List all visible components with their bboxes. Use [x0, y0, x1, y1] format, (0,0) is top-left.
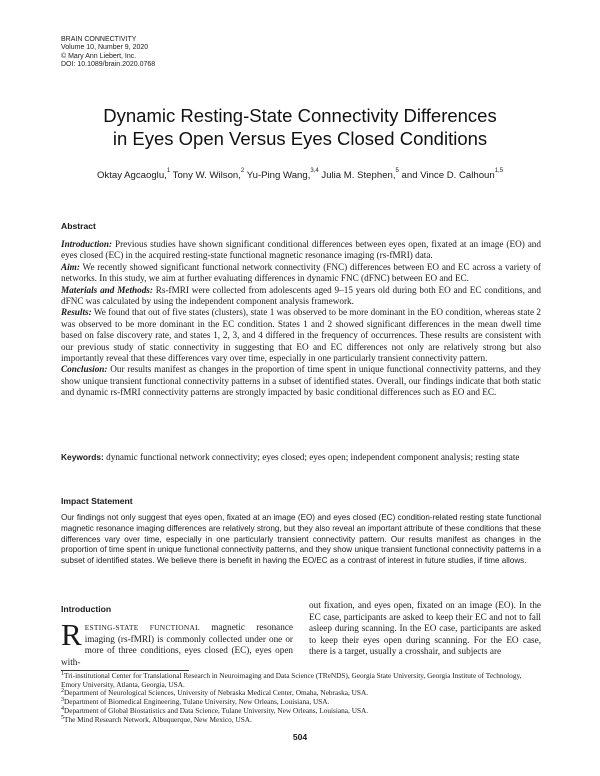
affiliation-footnotes [61, 672, 541, 724]
author-name: Julia M. Stephen, [318, 170, 396, 181]
introduction-column-right: out fixation, and eyes open, fixated on an image (EO). In the EC case, participants are asked to keep their EC and not to fall asleep during scanning. In the EO case, participants are asked to keep their eyes open during scanning. For the EO case, there is a target, usually a crosshair, and subjects are [309, 600, 541, 656]
abstract-label: Conclusion: [61, 364, 108, 375]
author-affiliation: 3,4 [310, 168, 319, 174]
small-caps-lead: ESTING-STATE FUNCTIONAL [84, 623, 200, 632]
author-name: Oktay Agcaoglu, [96, 170, 167, 181]
footnote [61, 672, 541, 689]
abstract-text: Rs-fMRI were collected from adolescents aged 9–15 years old during both EO and EC conditions, and dFNC was calculated by using the independent component analysis framework. [61, 284, 541, 307]
author-list [60, 170, 540, 181]
footnote [61, 716, 541, 725]
abstract-text: We recently showed significant functional network connectivity (FNC) differences between EO and EC across a variety of networks. In this study, we aim at further evaluating differences in dynamic FNC (dFNC) between EO and EC. [61, 261, 541, 284]
abstract-text: We found that out of five states (clusters), state 1 was observed to be more dominant in the EO condition, whereas state 2 was observed to be more dominant in the EC condition. States 1 and 2 showed significant differences in the mean dwell time based on false discovery rate, and states 1, 2, 3, and 4 differed in the frequency of occurrences. These results are consistent with our previous study of static connectivity in suggesting that EO and EC differences not only are relatively strong but also importantly reveal that these differences vary over time, especially in one particularly transient connectivity pattern. [61, 307, 541, 364]
author-name: and Vince D. Calhoun [398, 170, 495, 181]
footnote-text: Tri-institutional Center for Translational Research in Neuroimaging and Data Science (TReNDS), Georgia State University, Georgia Institute of Technology, Emory University, Atlanta, Georgia, USA. [61, 671, 522, 689]
keywords [61, 452, 541, 463]
impact-statement-text: Our findings not only suggest that eyes open, fixated at an image (EO) and eyes closed (EC) condition-related resting state functional magnetic resonance imaging differences are relatively strong, but they also reveal an important attribute of these conditions that these differences vary over time, especially in one particularly transient connectivity pattern. Our results manifest as changes in the proportion of time spent in unique functional connectivity patterns, and they show unique transient functional connectivity patterns in a subset of identified states. We believe there is benefit in having the EO/EC as a contrast of interest in future studies, if time allows. [61, 513, 541, 566]
author-name: Tony W. Wilson, [170, 170, 241, 181]
introduction-text-left: magnetic resonance imaging (rs-fMRI) is commonly collected under one or more of three conditions, eyes closed (EC), eyes open with- [61, 622, 293, 667]
footnote-text: Department of Neurological Sciences, University of Nebraska Medical Center, Omaha, Nebraska, USA. [64, 688, 369, 698]
abstract-text: Previous studies have shown significant conditional differences between eyes open, fixated at an image (EO) and eyes closed (EC) in the acquired resting-state functional magnetic resonance imaging (rs-fMRI) data. [61, 239, 541, 261]
abstract-label: Aim: [61, 261, 80, 272]
introduction-column-left [61, 617, 293, 668]
footnote-text: Department of Global Biostatistics and Data Science, Tulane University, New Orleans, Louisiana, USA. [64, 705, 369, 715]
abstract-methods [61, 285, 541, 308]
journal-volume: Volume 10, Number 9, 2020 [61, 44, 149, 52]
paper-title [60, 104, 540, 150]
footnote-number: 5 [61, 714, 64, 721]
footnote-number: 4 [61, 705, 64, 712]
introduction-heading: Introduction [61, 604, 112, 614]
title-line-2: in Eyes Open Versus Eyes Closed Conditions [112, 128, 488, 149]
author-affiliation: 2 [240, 168, 245, 174]
footnote-text: Department of Biomedical Engineering, Tulane University, New Orleans, Louisiana, USA. [64, 697, 330, 707]
author-affiliation: 1 [166, 168, 171, 174]
keywords-label: Keywords: [61, 452, 104, 462]
abstract-body [61, 239, 541, 399]
abstract-heading: Abstract [61, 221, 96, 231]
abstract-conclusion [61, 364, 541, 398]
abstract-results [61, 307, 541, 364]
abstract-aim [61, 262, 541, 285]
impact-statement-heading: Impact Statement [61, 496, 133, 506]
footnote-text: The Mind Research Network, Albuquerque, New Mexico, USA. [64, 714, 252, 724]
journal-copyright: © Mary Ann Liebert, Inc. [61, 52, 137, 60]
journal-doi: DOI: 10.1089/brain.2020.0768 [61, 60, 156, 68]
author-name: Yu-Ping Wang, [244, 170, 311, 181]
drop-cap: R [61, 617, 82, 652]
journal-name: BRAIN CONNECTIVITY [61, 36, 137, 43]
abstract-text: Our results manifest as changes in the proportion of time spent in unique functional connectivity patterns, and they show unique transient functional connectivity patterns in a subset of identified states. Overall, our findings indicate that both static and dynamic rs-fMRI connectivity patterns are strongly impacted by basic conditional differences such as EO and EC. [61, 364, 541, 398]
author-affiliation: 5 [395, 168, 399, 174]
title-line-1: Dynamic Resting-State Connectivity Differences [103, 105, 497, 126]
abstract-introduction [61, 239, 541, 262]
author-affiliation: 1,5 [494, 168, 504, 174]
footnote-number: 3 [61, 697, 64, 704]
footnote-number: 1 [61, 671, 64, 677]
footnote-number: 2 [61, 688, 64, 695]
abstract-label: Introduction: [61, 239, 113, 249]
abstract-label: Materials and Methods: [61, 284, 153, 295]
keywords-text: dynamic functional network connectivity; eyes closed; eyes open; independent component analysis; resting state [103, 452, 520, 462]
page-number: 504 [292, 732, 308, 742]
journal-header [61, 36, 155, 69]
abstract-label: Results: [61, 307, 92, 318]
